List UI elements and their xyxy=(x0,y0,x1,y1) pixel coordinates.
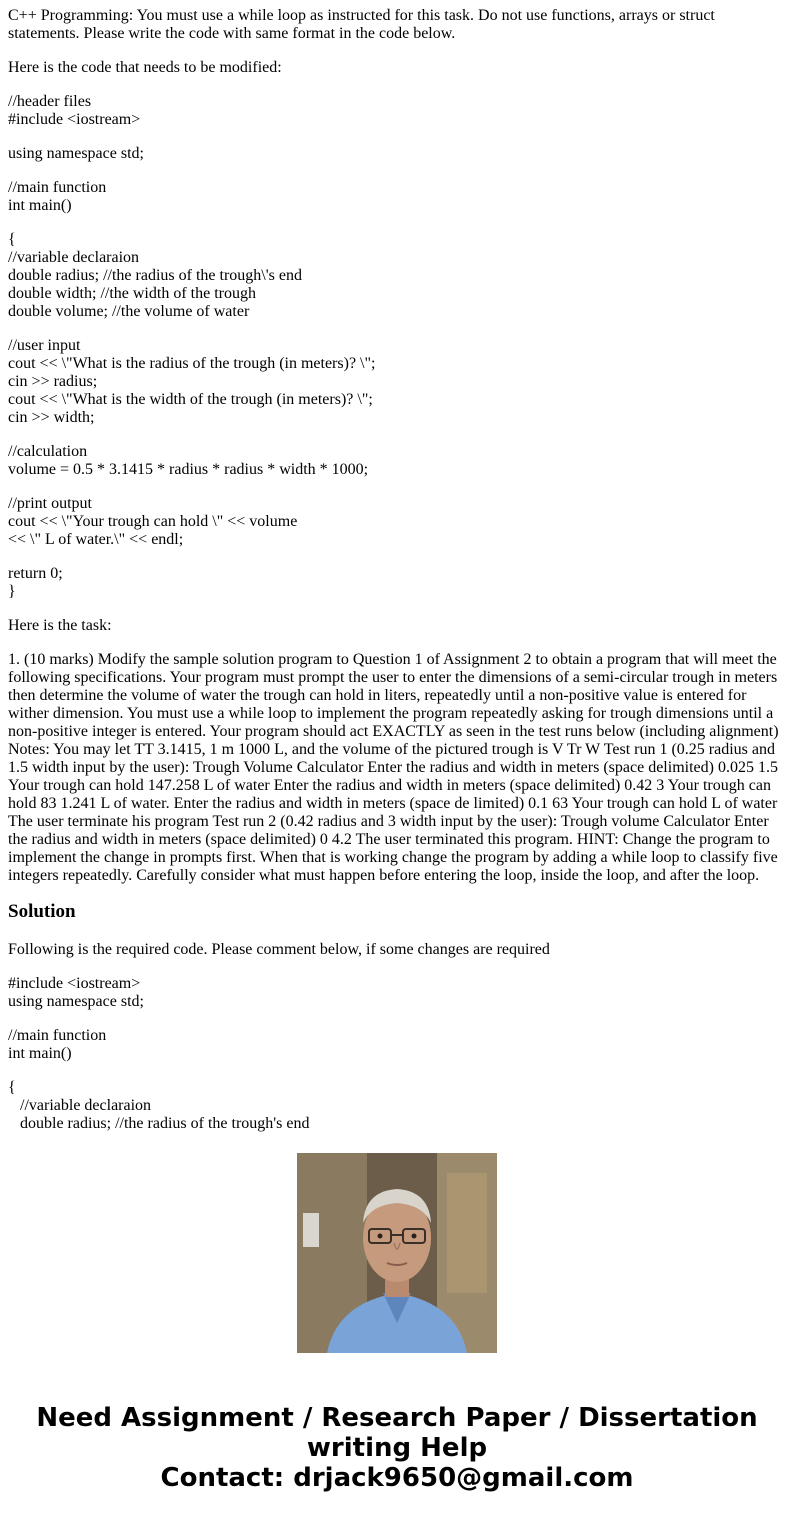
code-line-group: //calculation volume = 0.5 * 3.1415 * radius * radius * width * 1000; xyxy=(8,443,369,478)
author-photo xyxy=(297,1153,497,1353)
promo-line: Need Assignment / Research Paper / Dissertation xyxy=(36,1403,758,1433)
promo-contact: Contact: drjack9650@gmail.com xyxy=(160,1463,634,1493)
code-intro: Here is the code that needs to be modified: xyxy=(8,59,282,76)
task-description: 1. (10 marks) Modify the sample solution program to Question 1 of Assignment 2 to obtain a program that will meet the following specifications. Your program must prompt the user to enter the dimensions of a semi-circular trough in meters then determine the volume of water the trough can hold in liters, repeatedly until a non-positive value is entered for wither dimension. You must use a while loop to implement the program repeatedly asking for trough dimensions until a non-positive integer is entered. Your program should act EXACTLY as seen in the test runs below (including alignment) Notes: You may let TT 3.1415, 1 m 1000 L, and the volume of the pictured trough is V Tr W Test run 1 (0.25 radius and 1.5 width input by the user): Trough Volume Calculator Enter the radius and width in meters (space delimited) 0.025 1.5 Your trough can hold 147.258 L of water Enter the radius and width in meters (space delimited) 0.42 3 Your trough can hold 83 1.241 L of water. Enter the radius and width in meters (space de limited) 0.1 63 Your trough can hold L of water The user terminate his program Test run 2 (0.42 radius and 3 width input by the user): Trough volume Calculator Enter the radius and width in meters (space delimited) 0 4.2 The user terminated this program. HINT: Change the program to implement the change in prompts first. When that is working change the program by adding a while loop to classify five integers repeatedly. Carefully consider what must happen before entering the loop, inside the loop, and after the loop. xyxy=(8,651,779,884)
solution-intro: Following is the required code. Please comment below, if some changes are required xyxy=(8,941,550,958)
intro-paragraph: C++ Programming: You must use a while loop as instructed for this task. Do not use functions, arrays or struct statements. Please write the code with same format in the code below. xyxy=(8,7,715,42)
promo-banner xyxy=(0,1403,794,1493)
code-line-group: return 0; } xyxy=(8,565,63,600)
code-line-group: using namespace std; xyxy=(8,145,144,162)
code-line-group: { //variable declaraion double radius; //the radius of the trough's end xyxy=(8,1079,310,1132)
code-line-group: //main function int main() xyxy=(8,179,107,214)
code-line-group: //header files #include <iostream> xyxy=(8,93,141,128)
promo-line: writing Help xyxy=(306,1433,488,1463)
solution-heading: Solution xyxy=(8,901,76,922)
code-line-group: #include <iostream> using namespace std; xyxy=(8,975,144,1010)
code-line-group: //user input cout << \"What is the radius of the trough (in meters)? \"; cin >> radius; cout << \"What is the width of the trough (in meters)? \"; cin >> width; xyxy=(8,337,376,426)
code-line-group: //print output cout << \"Your trough can hold \" << volume << \" L of water.\" << endl; xyxy=(8,495,298,548)
article-body xyxy=(8,7,783,1132)
code-line-group: //main function int main() xyxy=(8,1027,107,1062)
solution-code xyxy=(8,975,783,1133)
original-code xyxy=(8,93,783,601)
author-avatar xyxy=(297,1153,497,1353)
task-intro: Here is the task: xyxy=(8,617,112,634)
code-line-group: { //variable declaraion double radius; //the radius of the trough\'s end double width; //the width of the trough double volume; //the volume of water xyxy=(8,231,302,320)
